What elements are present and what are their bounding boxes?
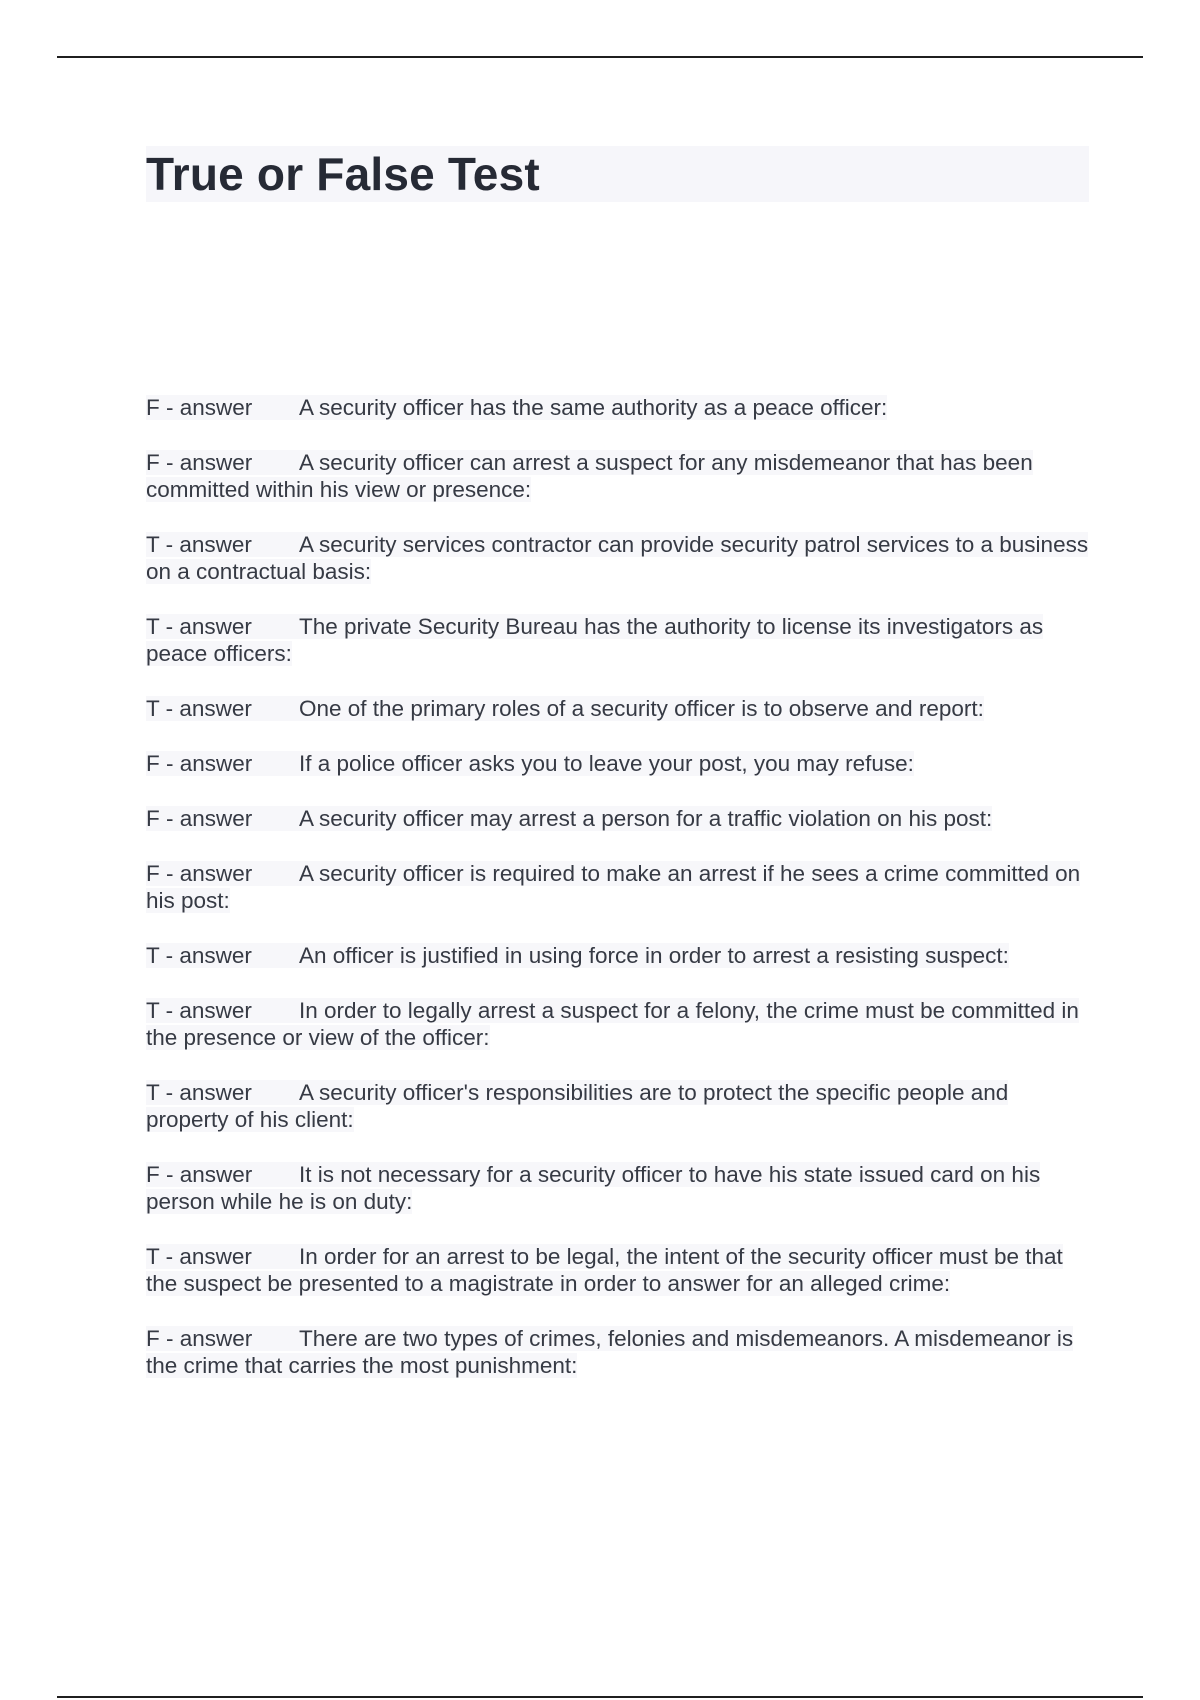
qa-answer: T - answer	[146, 1080, 252, 1105]
qa-question: An officer is justified in using force in order to arrest a resisting suspect:	[299, 943, 1009, 968]
qa-item	[146, 394, 1096, 421]
qa-answer: T - answer	[146, 1244, 252, 1269]
qa-answer: T - answer	[146, 696, 252, 721]
qa-question: In order for an arrest to be legal, the intent of the security officer must be that the suspect be presented to a magistrate in order to answer for an alleged crime:	[146, 1244, 1063, 1296]
qa-answer: T - answer	[146, 943, 252, 968]
qa-question: If a police officer asks you to leave your post, you may refuse:	[299, 751, 914, 776]
qa-answer: F - answer	[146, 395, 253, 420]
top-divider	[57, 56, 1143, 58]
qa-answer: T - answer	[146, 614, 252, 639]
qa-answer: F - answer	[146, 751, 253, 776]
qa-question: One of the primary roles of a security officer is to observe and report:	[299, 696, 984, 721]
qa-item	[146, 805, 1096, 832]
qa-answer: F - answer	[146, 1326, 253, 1351]
qa-item	[146, 1325, 1096, 1379]
qa-answer: F - answer	[146, 450, 253, 475]
qa-item	[146, 860, 1096, 914]
qa-item	[146, 1079, 1096, 1133]
qa-answer: T - answer	[146, 998, 252, 1023]
qa-question: A security officer has the same authority as a peace officer:	[299, 395, 888, 420]
qa-question: A security officer can arrest a suspect for any misdemeanor that has been committed within his view or presence:	[146, 450, 1033, 502]
qa-item	[146, 1243, 1096, 1297]
page-title: True or False Test	[146, 148, 540, 200]
qa-answer: F - answer	[146, 806, 253, 831]
qa-item	[146, 1161, 1096, 1215]
qa-question: A security officer's responsibilities are to protect the specific people and property of his client:	[146, 1080, 1009, 1132]
qa-answer: T - answer	[146, 532, 252, 557]
qa-question: In order to legally arrest a suspect for a felony, the crime must be committed in the presence or view of the officer:	[146, 998, 1079, 1050]
qa-answer: F - answer	[146, 1162, 253, 1187]
qa-question: It is not necessary for a security officer to have his state issued card on his person while he is on duty:	[146, 1162, 1041, 1214]
qa-item	[146, 942, 1096, 969]
qa-question: A security officer may arrest a person for a traffic violation on his post:	[299, 806, 993, 831]
qa-question: A security services contractor can provide security patrol services to a business on a contractual basis:	[146, 532, 1089, 584]
qa-question: A security officer is required to make an arrest if he sees a crime committed on his post:	[146, 861, 1081, 913]
qa-list	[146, 394, 1096, 1407]
qa-item	[146, 531, 1096, 585]
qa-item	[146, 695, 1096, 722]
qa-item	[146, 449, 1096, 503]
qa-item	[146, 613, 1096, 667]
qa-item	[146, 997, 1096, 1051]
qa-item	[146, 750, 1096, 777]
bottom-divider	[57, 1696, 1143, 1698]
qa-answer: F - answer	[146, 861, 253, 886]
qa-question: The private Security Bureau has the authority to license its investigators as peace officers:	[146, 614, 1044, 666]
qa-question: There are two types of crimes, felonies and misdemeanors. A misdemeanor is the crime that carries the most punishment:	[146, 1326, 1074, 1378]
